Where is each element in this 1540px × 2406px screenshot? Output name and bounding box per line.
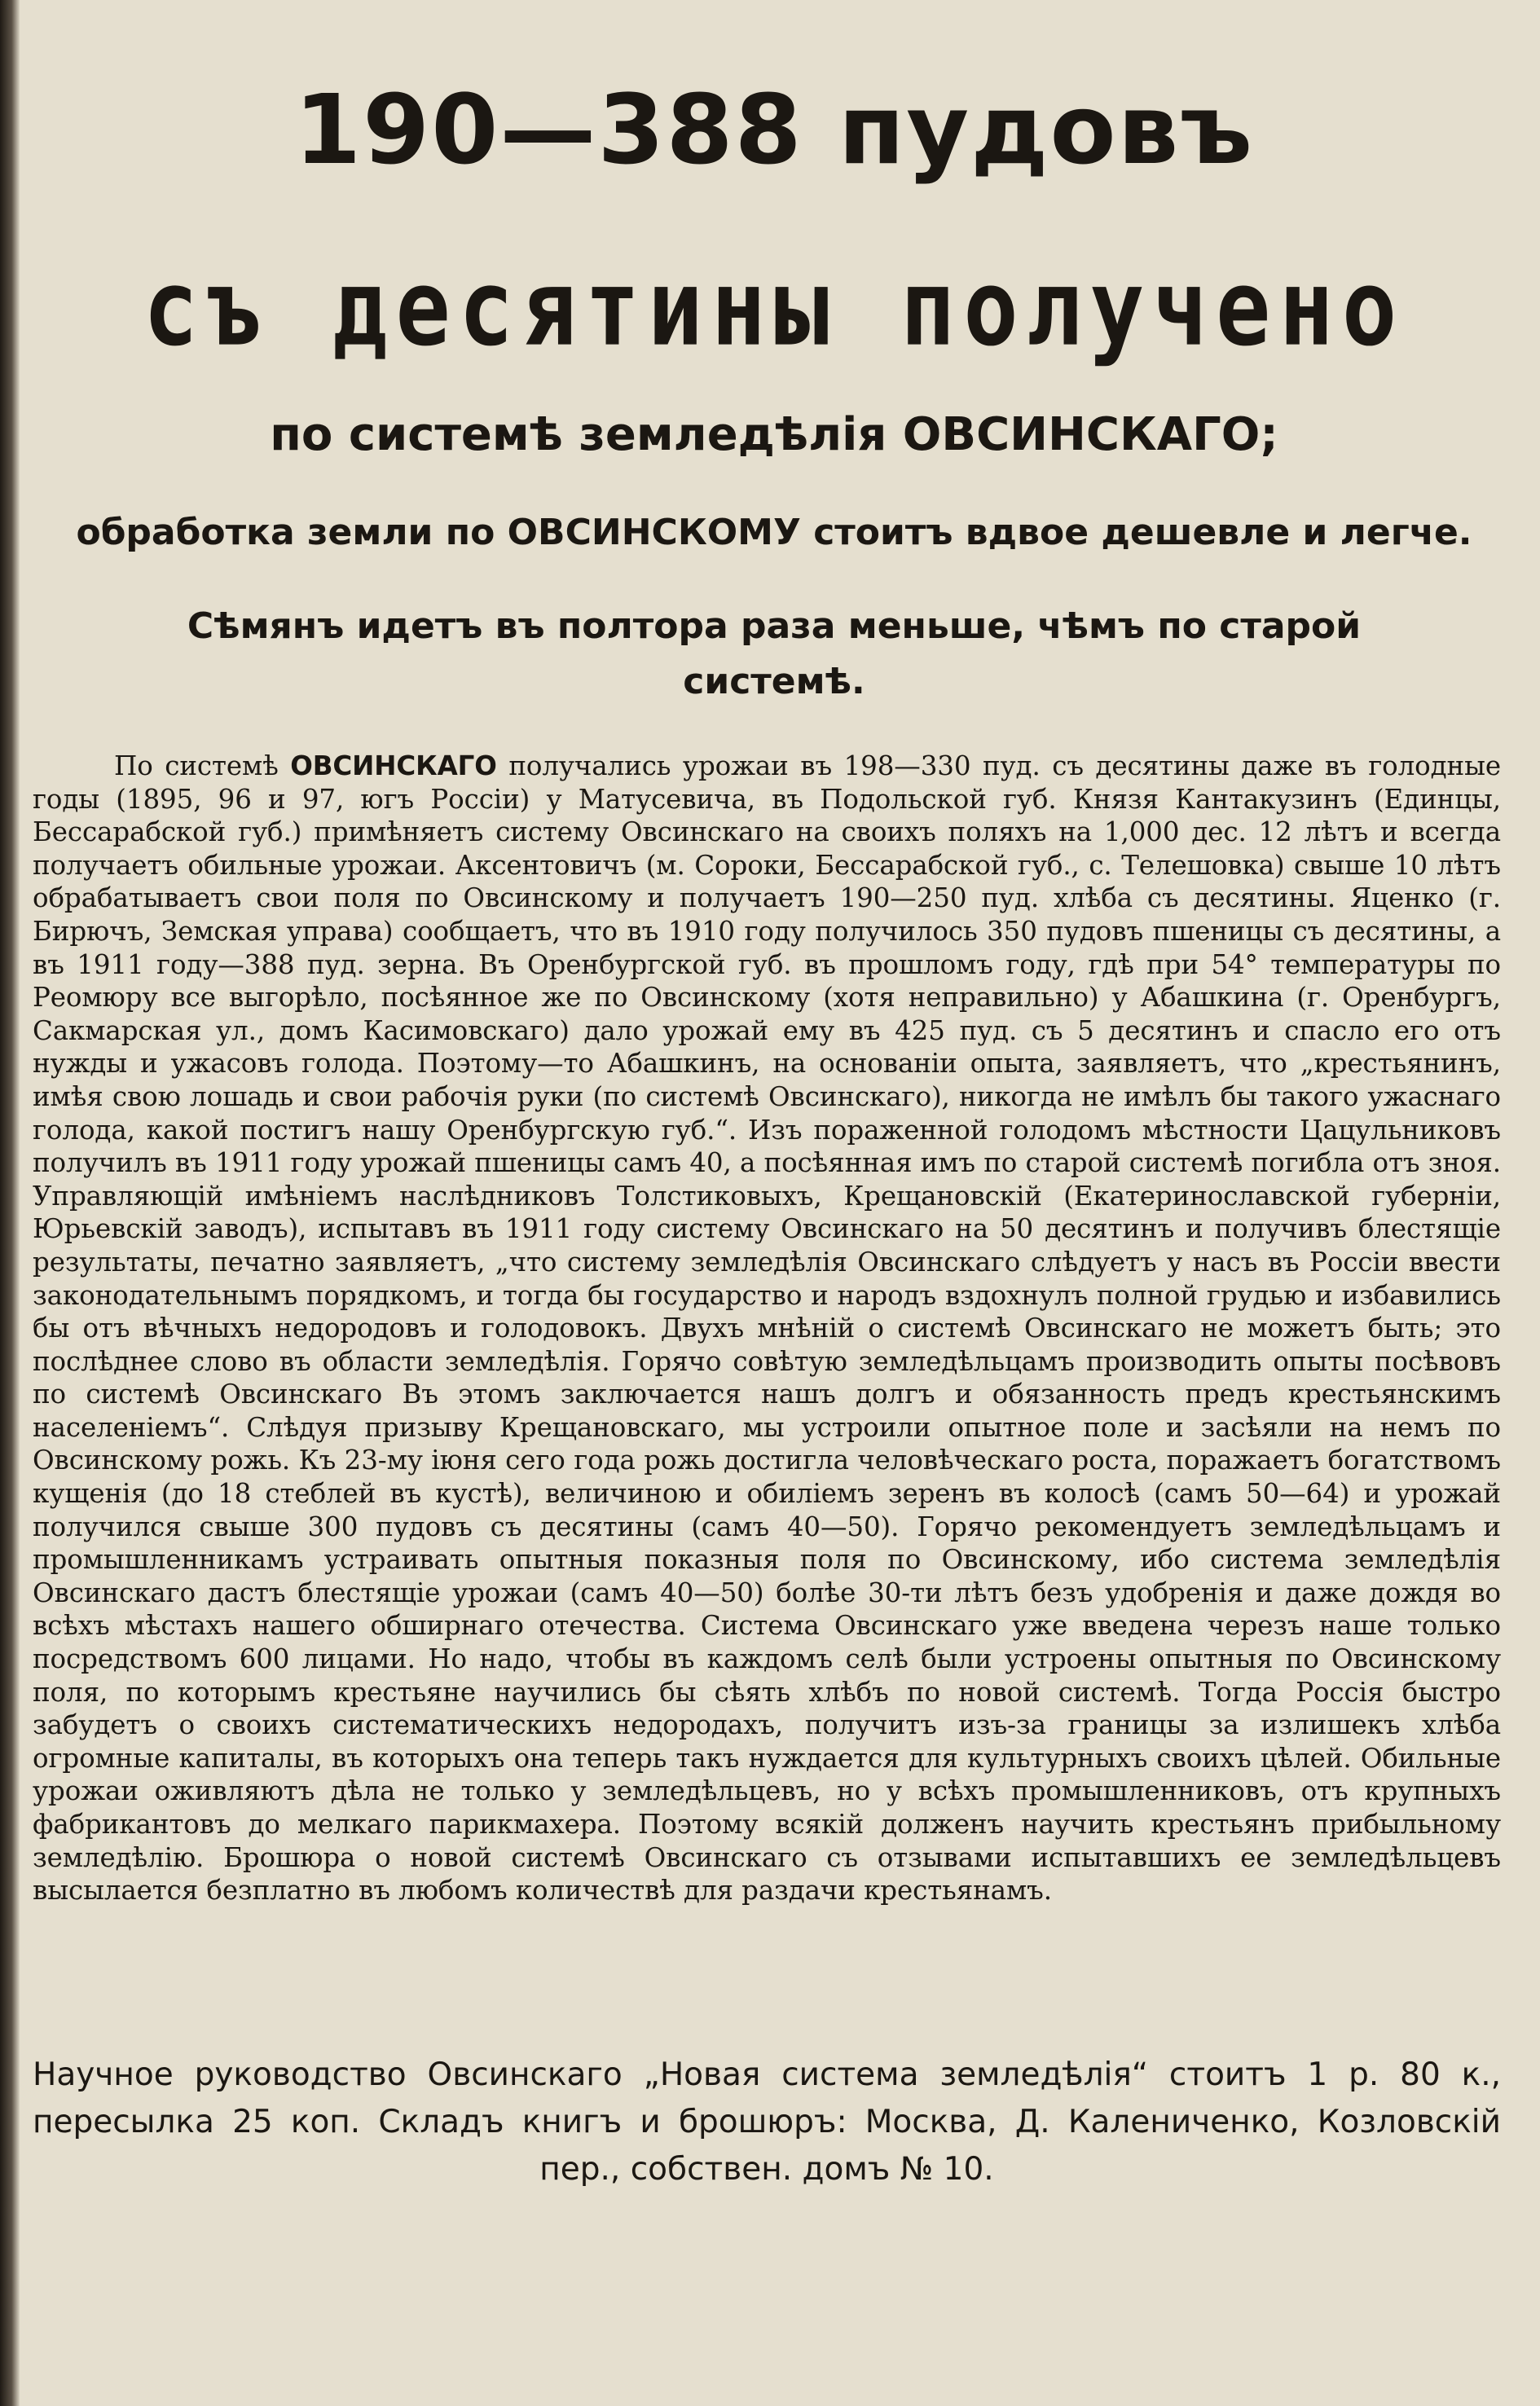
system-line: по системѣ земледѣлія ОВСИНСКАГО; [270, 408, 1278, 461]
subheadline: съ десятины получено [143, 248, 1406, 370]
seed-line: Сѣмянъ идетъ въ полтора раза меньше, чѣмъ по старой системѣ. [187, 605, 1362, 703]
body-paragraph [33, 750, 1501, 1907]
page-binding-edge [0, 0, 20, 2406]
cost-line: обработка земли по ОВСИНСКОМУ стоитъ вдвое дешевле и легче. [76, 512, 1472, 553]
body-text: получались урожаи въ 198—330 пуд. съ десятины даже въ голодные годы (1895, 96 и 97, югъ Россіи) у Матусевича, въ Подольской губ. Князя Кантакузинъ (Единцы, Бессарабской губ.) примѣняетъ систему Овсинскаго на своихъ поляхъ на 1,000 дес. 12 лѣтъ и всегда получаетъ обильные урожаи. Аксентовичъ (м. Сороки, Бессарабской губ., с. Телешовка) свыше 10 лѣтъ обрабатываетъ свои поля по Овсинскому и получаетъ 190—250 пуд. хлѣба съ десятины. Яценко (г. Бирючъ, Земская управа) сообщаетъ, что въ 1910 году получилось 350 пудовъ пшеницы съ десятины, а въ 1911 году—388 пуд. зерна. Въ Оренбургской губ. въ прошломъ году, гдѣ при 54° температуры по Реомюру все выгорѣло, посѣянное же по Овсинскому (хотя неправильно) у Абашкина (г. Оренбургъ, Сакмарская ул., домъ Касимовскаго) дало урожай ему въ 425 пуд. съ 5 десятинъ и спасло его отъ нужды и ужасовъ голода. Поэтому—то Абашкинъ, на основаніи опыта, заявляетъ, что „крестьянинъ, имѣя свою лошадь и свои рабочія руки (по системѣ Овсинскаго), никогда не имѣлъ бы такого ужаснаго голода, какой постигъ нашу Оренбургскую губ.“. Изъ пораженной голодомъ мѣстности Цацульниковъ получилъ въ 1911 году урожай пшеницы самъ 40, а посѣянная имъ по старой системѣ погибла отъ зноя. Управляющій имѣніемъ наслѣдниковъ Толстиковыхъ, Крещановскій (Екатеринославской губерніи, Юрьевскій заводъ), испытавъ въ 1911 году систему Овсинскаго на 50 десятинъ и получивъ блестящіе результаты, печатно заявляетъ, „что систему земледѣлія Овсинскаго слѣдуетъ у насъ въ Россіи ввести законодательнымъ порядкомъ, и тогда бы государство и народъ вздохнулъ полной грудью и избавились бы отъ вѣчныхъ недородовъ и голодовокъ. Двухъ мнѣній о системѣ Овсинскаго не можетъ быть; это послѣднее слово въ области земледѣлія. Горячо совѣтую земледѣльцамъ производить опыты посѣвовъ по системѣ Овсинскаго Въ этомъ заключается нашъ долгъ и обязанность предъ крестьянскимъ населеніемъ“. Слѣдуя призыву Крещановскаго, мы устроили опытное поле и засѣяли на немъ по Овсинскому рожь. Къ 23-му іюня сего года рожь достигла человѣческаго роста, поражаетъ богатствомъ кущенія (до 18 стеблей въ кустѣ), величиною и обиліемъ зеренъ въ колосѣ (самъ 50—64) и урожай получился свыше 300 пудовъ съ десятины (самъ 40—50). Горячо рекомендуетъ земледѣльцамъ и промышленникамъ устраивать опытныя показныя поля по Овсинскому, ибо система земледѣлія Овсинскаго дастъ блестящіе урожаи (самъ 40—50) болѣе 30-ти лѣтъ безъ удобренія и даже дождя во всѣхъ мѣстахъ нашего обширнаго отечества. Система Овсинскаго уже введена черезъ наше только посредствомъ 600 лицами. Но надо, чтобы въ каждомъ селѣ были устроены опытныя по Овсинскому поля, по которымъ крестьяне научились бы сѣять хлѣбъ по новой системѣ. Тогда Россія быстро забудетъ о своихъ систематическихъ недородахъ, получитъ изъ-за границы за излишекъ хлѣба огромные капиталы, въ которыхъ она теперь такъ нуждается для культурныхъ своихъ цѣлей. Обильные урожаи оживляютъ дѣла не только у земледѣльцевъ, но у всѣхъ промышленниковъ, отъ крупныхъ фабрикантовъ до мелкаго парикмахера. Поэтому всякій долженъ научить крестьянъ прибыльному земледѣлію. Брошюра о новой системѣ Овсинскаго съ отзывами испытавшихъ ее земледѣльцевъ высылается безплатно въ любомъ количествѣ для раздачи крестьянамъ. [33, 750, 1501, 1907]
body-name-ovsinsky: ОВСИНСКАГО [290, 750, 497, 781]
body-lead: По системѣ [114, 750, 279, 781]
headline: 190—388 пудовъ [294, 73, 1254, 186]
footer-notice: Научное руководство Овсинскаго „Новая система земледѣлія“ стоитъ 1 р. 80 к., пересылка 25 коп. Складъ книгъ и брошюръ: Москва, Д. Калениченко, Козловскій пер., собствен. домъ № 10. [33, 2056, 1501, 2188]
advertisement [33, 0, 1516, 2406]
